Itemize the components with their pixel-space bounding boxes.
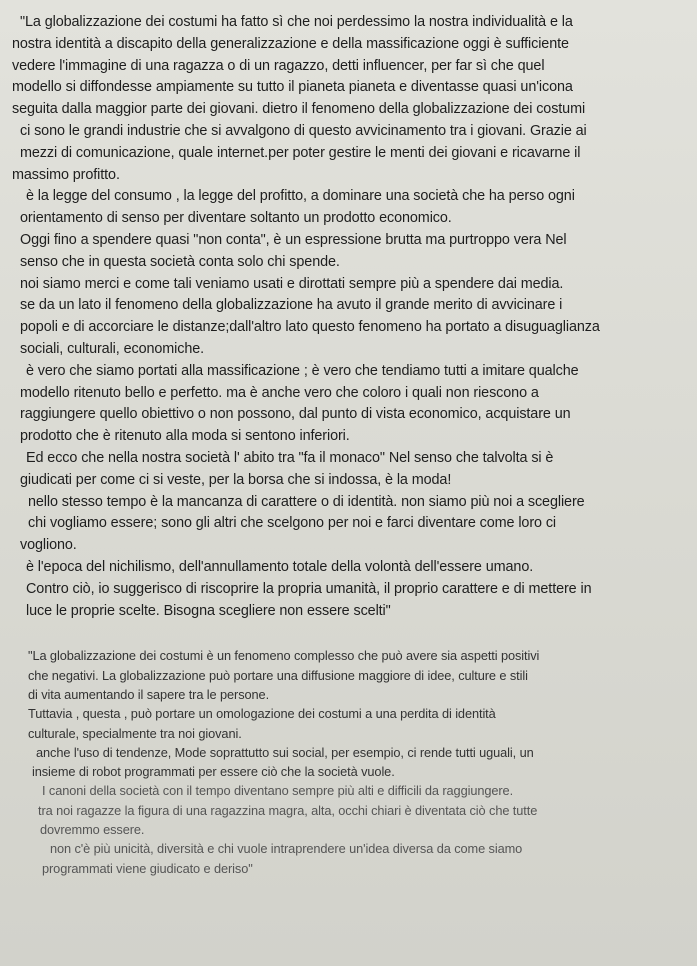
text-line: noi siamo merci e come tali veniamo usati e dirottati sempre più a spendere dai media.: [20, 275, 564, 292]
essay-paragraph-1: [6, 12, 683, 622]
text-line: non c'è più unicità, diversità e chi vuole intraprendere un'idea diversa da come siamo: [50, 841, 523, 857]
text-line: Ed ecco che nella nostra società l' abito tra "fa il monaco" Nel senso che talvolta si è: [26, 449, 554, 466]
text-line: Contro ciò, io suggerisco di riscoprire la propria umanità, il proprio carattere e di mettere in: [26, 580, 592, 597]
text-line: modello ritenuto bello e perfetto. ma è anche vero che coloro i quali non riescono a: [20, 384, 539, 401]
text-line: senso che in questa società conta solo chi spende.: [20, 253, 340, 270]
text-line: nello stesso tempo è la mancanza di carattere o di identità. non siamo più noi a scegliere: [28, 493, 585, 510]
text-line: di vita aumentando il sapere tra le persone.: [28, 686, 270, 702]
text-line: che negativi. La globalizzazione può portare una diffusione maggiore di idee, culture e stili: [28, 667, 528, 683]
text-line: culturale, specialmente tra noi giovani.: [28, 725, 242, 741]
text-line: è vero che siamo portati alla massificazione ; è vero che tendiamo tutti a imitare qualche: [26, 362, 579, 379]
text-line: Oggi fino a spendere quasi "non conta", è un espressione brutta ma purtroppo vera Nel: [20, 231, 567, 248]
text-line: popoli e di accorciare le distanze;dall'altro lato questo fenomeno ha portato a disuguaglianza: [20, 319, 600, 336]
text-line: chi vogliamo essere; sono gli altri che scelgono per noi e farci diventare come loro ci: [28, 515, 557, 532]
text-line: anche l'uso di tendenze, Mode soprattutto sui social, per esempio, ci rende tutti uguali, un: [36, 744, 534, 760]
text-line: seguita dalla maggior parte dei giovani. dietro il fenomeno della globalizzazione dei costumi: [12, 101, 586, 118]
text-line: ci sono le grandi industrie che si avvalgono di questo avvicinamento tra i giovani. Grazie ai: [20, 122, 587, 139]
text-line: "La globalizzazione dei costumi ha fatto sì che noi perdessimo la nostra individualità e la: [20, 14, 573, 30]
essay-paragraph-2: [6, 646, 683, 878]
text-line: nostra identità a discapito della generalizzazione e della massificazione oggi è sufficiente: [12, 35, 569, 52]
text-line: vedere l'immagine di una ragazza o di un ragazzo, detti influencer, per far sì che quel: [12, 57, 545, 74]
text-line: è la legge del consumo , la legge del profitto, a dominare una società che ha perso ogni: [26, 188, 575, 205]
text-line: è l'epoca del nichilismo, dell'annullamento totale della volontà dell'essere umano.: [26, 558, 534, 575]
text-line: se da un lato il fenomeno della globalizzazione ha avuto il grande merito di avvicinare i: [20, 297, 563, 314]
text-line: tra noi ragazze la figura di una ragazzina magra, alta, occhi chiari è diventata ciò che tutte: [38, 802, 538, 818]
text-line: "La globalizzazione dei costumi è un fenomeno complesso che può avere sia aspetti positivi: [28, 648, 540, 664]
text-line: luce le proprie scelte. Bisogna scegliere non essere scelti": [26, 602, 391, 619]
text-line: modello si diffondesse ampiamente su tutto il pianeta pianeta e diventasse quasi un'icona: [12, 79, 573, 96]
text-line: I canoni della società con il tempo diventano sempre più alti e difficili da raggiungere.: [42, 783, 514, 799]
text-line: dovremmo essere.: [40, 821, 145, 837]
text-line: giudicati per come ci si veste, per la borsa che si indossa, è la moda!: [20, 471, 452, 488]
text-line: insieme di robot programmati per essere ciò che la società vuole.: [32, 764, 395, 780]
text-line: orientamento di senso per diventare soltanto un prodotto economico.: [20, 210, 452, 227]
text-line: prodotto che è ritenuto alla moda si sentono inferiori.: [20, 428, 350, 445]
text-line: Tuttavia , questa , può portare un omologazione dei costumi a una perdita di identità: [28, 706, 496, 722]
text-line: programmati viene giudicato e deriso": [42, 860, 253, 876]
text-line: sociali, culturali, economiche.: [20, 340, 205, 357]
text-line: raggiungere quello obiettivo o non possono, dal punto di vista economico, acquistare un: [20, 406, 571, 423]
text-line: mezzi di comunicazione, quale internet.per poter gestire le menti dei giovani e ricavarne il: [20, 144, 581, 161]
text-line: massimo profitto.: [12, 166, 120, 183]
text-line: vogliono.: [20, 537, 77, 554]
